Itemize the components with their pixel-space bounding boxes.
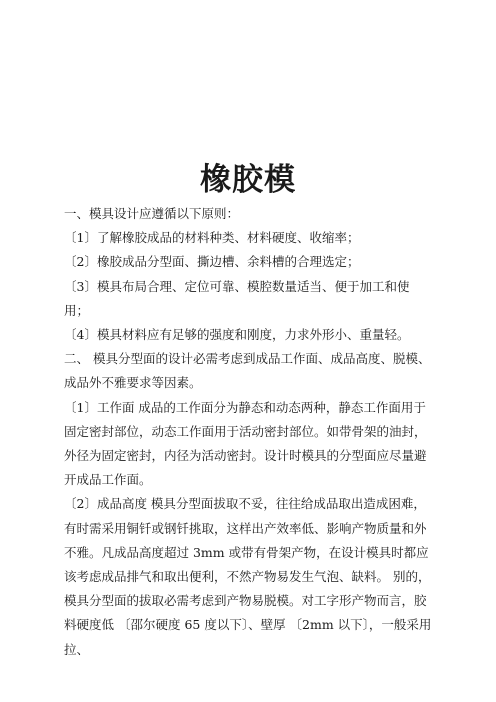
document-title: 橡胶模 [200,162,296,198]
paragraph-principle-3: 〔3〕模具布局合理、定位可靠、模腔数量适当、便于加工和使用； [64,278,410,318]
paragraph-principle-4: 〔4〕模具材料应有足够的强度和刚度，力求外形小、重量轻。 [64,327,410,343]
paragraph-product-height: 〔2〕成品高度 模具分型面拔取不妥，往往给成品取出造成困难，有时需采用铜钎或钢钎挑取，这样出产效率低、影响产物质量和外不雅。凡成品高度超过 3mm 或带有骨架产物，在设计模具时都应该考虑成品排气和取出便利，不然产物易发生气泡、缺料。 别的，模具分型面的拔取必需考虑到产物易脱模。对工字形产物而言，胶料硬度低 〔邵尔硬度 65 度以下〕、壁厚 〔2mm 以下〕，一般采用拉、 [64,496,432,657]
paragraph-principle-2: 〔2〕橡胶成品分型面、撕边槽、余料槽的合理选定； [64,254,360,270]
paragraph-principle-1: 〔1〕了解橡胶成品的材料种类、材料硬度、收缩率； [64,230,360,246]
paragraph-parting-surface-heading: 二、 模具分型面的设计必需考虑到成品工作面、成品高度、脱模、成品外不雅要求等因素。 [64,351,431,391]
paragraph-working-surface: 〔1〕工作面 成品的工作面分为静态和动态两种，静态工作面用于固定密封部位，动态工作面用于活动密封部位。如带骨架的油封，外径为固定密封，内径为活动密封。设计时模具的分型面应尽量避开成品工作面。 [64,399,427,488]
document-body [64,202,434,662]
paragraph-principles-heading: 一、模具设计应遵循以下原则： [64,206,240,221]
